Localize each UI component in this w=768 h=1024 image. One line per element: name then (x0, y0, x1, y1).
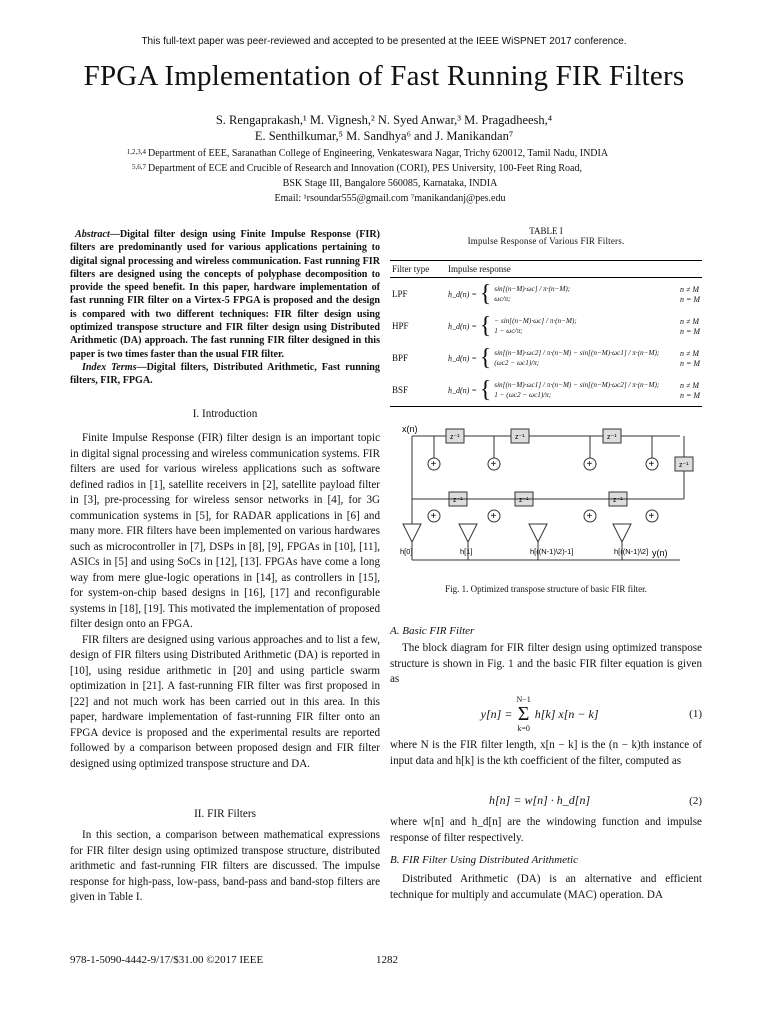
multiplier (403, 524, 421, 542)
coefficient-label: h[((N-1)\2] (614, 547, 649, 556)
multiplier (613, 524, 631, 542)
response-case-condition: n = M (679, 326, 700, 336)
filter-type-cell: BPF (392, 353, 409, 363)
brace-glyph: { (479, 377, 492, 403)
adder-plus: + (586, 511, 593, 522)
subsection-a-body (390, 641, 702, 688)
delay-label: z⁻¹ (607, 434, 617, 441)
table-header-response: Impulse response (446, 261, 702, 278)
affiliations (100, 146, 680, 206)
subsection-a-heading: A. Basic FIR Filter (390, 625, 475, 637)
delay-label: z⁻¹ (453, 497, 463, 504)
input-label: x(n) (402, 424, 418, 434)
filter-type-cell: BSF (390, 374, 446, 407)
response-case-condition: n ≠ M (679, 348, 699, 358)
response-lhs: h_d(n) = (448, 385, 477, 395)
response-case-expression: 1 − ωc/π; (494, 326, 523, 335)
equation-1 (390, 690, 702, 738)
index-terms-label: Index Terms (82, 361, 137, 373)
affiliation-1: Department of EEE, Saranathan College of Engineering, Venkateswara Nagar, Trichy 620012, Tamil Nadu, INDIA (148, 148, 609, 159)
equation-1-body: y[n] = N−1 Σ k=0 h[k] x[n − k] (480, 695, 599, 733)
adder-plus: + (648, 459, 655, 470)
table-row (390, 310, 702, 342)
response-case-expression: − sin[(n−M)·ωc] / π·(n−M); (494, 316, 577, 325)
subsec-b-paragraph-1: Distributed Arithmetic (DA) is an alternative and efficient technique for multiply and accumulate (MAC) operation. DA (390, 873, 702, 901)
impulse-response-cell (446, 278, 702, 311)
subsection-b-heading: B. FIR Filter Using Distributed Arithmetic (390, 854, 578, 866)
adder-plus: + (430, 511, 437, 522)
delay-label: z⁻¹ (515, 434, 525, 441)
subsec-a-paragraph-1: The block diagram for FIR filter design using optimized transpose structure is shown in Fig. 1 and the basic FIR filter equation is given as (390, 642, 702, 685)
coefficient-label: h[1] (460, 547, 473, 556)
response-case-condition: n ≠ M (679, 316, 699, 326)
response-case-expression: sin[(n−M)·ωc1] / π·(n−M) − sin[(n−M)·ωc2] / π·(n−M); (494, 380, 660, 389)
multiplier (459, 524, 477, 542)
filter-type-cell: HPF (392, 321, 409, 331)
table-1 (390, 226, 702, 407)
aff-mark-2: 5,6,7 (132, 163, 146, 171)
section-2-body (70, 828, 380, 906)
table-header-type: Filter type (390, 261, 446, 278)
abstract-text: —Digital filter design using Finite Impulse Response (FIR) filters are predominantly used for various applications pertaining to digital signal processing and wireless communication. Fast running FIR filters are designed using the concepts of polyphase decomposition to provide the speed benefit. In this paper, hardware implementation of fast running FIR filter on a Virtex-5 FPGA is proposed and the design is compared with two different techniques: FIR filter design using optimized transpose structure and FIR filter design using Distributed Arithmetic (DA) approach. The fast running FIR filter designed in this paper is two times faster than the usual FIR filter. (70, 229, 380, 360)
response-case-condition: n = M (679, 294, 700, 304)
abstract-label: Abstract (74, 229, 110, 240)
impulse-response-cell (446, 374, 702, 407)
adder-plus: + (490, 459, 497, 470)
response-case-expression: ωc/π; (494, 294, 511, 303)
response-case-condition: n = M (679, 390, 700, 400)
table-label: TABLE I (529, 226, 563, 236)
response-case-condition: n ≠ M (679, 380, 699, 390)
equation-2-number: (2) (689, 794, 702, 807)
figure-1 (390, 420, 702, 580)
conference-notice: This full-text paper was peer-reviewed and accepted to be presented at the IEEE WiSPNET 2017 conference. (141, 36, 627, 47)
response-case-condition: n = M (679, 358, 700, 368)
adder-plus: + (648, 511, 655, 522)
page-number: 1282 (376, 954, 398, 966)
delay-label: z⁻¹ (519, 497, 529, 504)
table-row (390, 342, 702, 374)
section-1-heading: I. Introduction (192, 408, 258, 420)
delay-label: z⁻¹ (679, 462, 689, 469)
coefficient-label: h[((N-1)\2)-1] (530, 547, 574, 556)
delay-label: z⁻¹ (450, 434, 460, 441)
equation-1-number: (1) (689, 708, 702, 720)
section-2-heading: II. FIR Filters (194, 808, 256, 820)
subsection-b-body (390, 872, 702, 903)
response-case-expression: (ωc2 − ωc1)/π; (494, 358, 540, 367)
response-case-expression: sin[(n−M)·ωc] / π·(n−M); (494, 284, 571, 293)
figure-1-caption: Fig. 1. Optimized transpose structure of basic FIR filter. (445, 584, 647, 594)
author-list (0, 112, 768, 144)
table-row (390, 278, 702, 311)
response-case-expression: sin[(n−M)·ωc2] / π·(n−M) − sin[(n−M)·ωc1] / π·(n−M); (494, 348, 660, 357)
intro-paragraph-1: Finite Impulse Response (FIR) filter design is an important topic in digital signal processing and wireless communication systems. FIR filters are used for various wireless applications such as software defined radios in [1], satellite receivers in [2], satellite payload filter in [3], pre-processing for wireless sensor networks in [4], for 3G communication systems in [5], for RADAR applications in [6] and many more. FIR filters have been implemented on various hardwares such as microcontroller in [7], DSPs in [8], [9], FPGAs in [10], [11], ASICs in [5] and using SoCs in [12], [13]. FPGAs have come a long way from mere glue-logic operations in [14], as controllers in [15], for system-on-chip based designs in [16], [17] and reconfigurable systems in [18], [19]. This motivated the implementation of proposed filter design onto an FPGA. (70, 432, 380, 630)
impulse-response-cell (446, 310, 702, 342)
email-line: Email: ¹rsoundar555@gmail.com ⁷manikandanj@pes.edu (274, 193, 506, 204)
index-terms-text: —Digital filters, Distributed Arithmetic, Fast running filters, FIR, FPGA. (70, 361, 380, 387)
multiplier (529, 524, 547, 542)
filter-type-cell: LPF (392, 289, 408, 299)
table-row (390, 374, 702, 407)
impulse-response-cell (446, 342, 702, 374)
brace-glyph: { (479, 281, 492, 307)
section-1-body (70, 431, 380, 772)
equation-2-body: h[n] = w[n] · h_d[n] (489, 793, 591, 807)
delay-label: z⁻¹ (613, 497, 623, 504)
author-line-2: E. Senthilkumar,⁵ M. Sandhya⁶ and J. Manikandan⁷ (254, 129, 514, 143)
table-caption: Impulse Response of Various FIR Filters. (467, 236, 625, 246)
subsec-a-paragraph-2: where N is the FIR filter length, x[n − k] is the (n − k)th instance of input data and h[k] is the kth coefficient of the filter, computed as (390, 739, 702, 767)
intro-paragraph-2: FIR filters are designed using various approaches and to list a few, design of FIR filters using Distributed Arithmetic (DA) is reported in [10], using residue arithmetic in [20] and using particle swarm optimization in [21]. A fast-running FIR filter was first proposed in [22] and not much work has been carried out in this area. In this paper, hardware implementation of fast-running FIR filter onto an FPGA device is proposed and the experimental results are reported followed by a comparison between proposed design and FIR filter designed using optimized transpose structure and DA. (70, 633, 380, 770)
transpose-structure-diagram (390, 420, 702, 580)
brace-glyph: { (479, 345, 492, 371)
adder-plus: + (490, 511, 497, 522)
brace-glyph: { (479, 313, 492, 339)
abstract (70, 228, 380, 388)
affiliation-2: Department of ECE and Crucible of Research and Innovation (CORI), PES University, 100-Feet Ring Road, (148, 163, 582, 174)
response-case-expression: 1 − (ωc2 − ωc1)/π; (494, 390, 552, 399)
impulse-response-table (390, 260, 702, 407)
affiliation-2b: BSK Stage III, Bangalore 560085, Karnataka, INDIA (282, 178, 498, 189)
coefficient-label: h[0] (400, 547, 413, 556)
subsection-a-body-2 (390, 738, 702, 769)
paper-title: FPGA Implementation of Fast Running FIR Filters (83, 60, 685, 92)
adder-plus: + (586, 459, 593, 470)
subsec-a-paragraph-3: where w[n] and h_d[n] are the windowing function and impulse response of filter respectively. (390, 816, 702, 844)
response-lhs: h_d(n) = (448, 289, 477, 299)
response-lhs: h_d(n) = (448, 321, 477, 331)
footer-isbn: 978-1-5090-4442-9/17/$31.00 ©2017 IEEE (70, 954, 264, 966)
response-lhs: h_d(n) = (448, 353, 477, 363)
aff-mark-1: 1,2,3,4 (126, 148, 146, 156)
author-line-1: S. Rengaprakash,¹ M. Vignesh,² N. Syed Anwar,³ M. Pragadheesh,⁴ (215, 113, 553, 127)
subsection-a-body-3 (390, 815, 702, 846)
equation-2 (390, 793, 702, 808)
output-label: y(n) (652, 548, 668, 558)
fir-paragraph-1: In this section, a comparison between mathematical expressions for FIR filter design using optimized transpose structure, distributed arithmetic and fast-running FIR filters are discussed. The impulse response for high-pass, low-pass, band-pass and band-stop filters are given in Table I. (70, 829, 380, 903)
adder-plus: + (430, 459, 437, 470)
response-case-condition: n ≠ M (679, 284, 699, 294)
